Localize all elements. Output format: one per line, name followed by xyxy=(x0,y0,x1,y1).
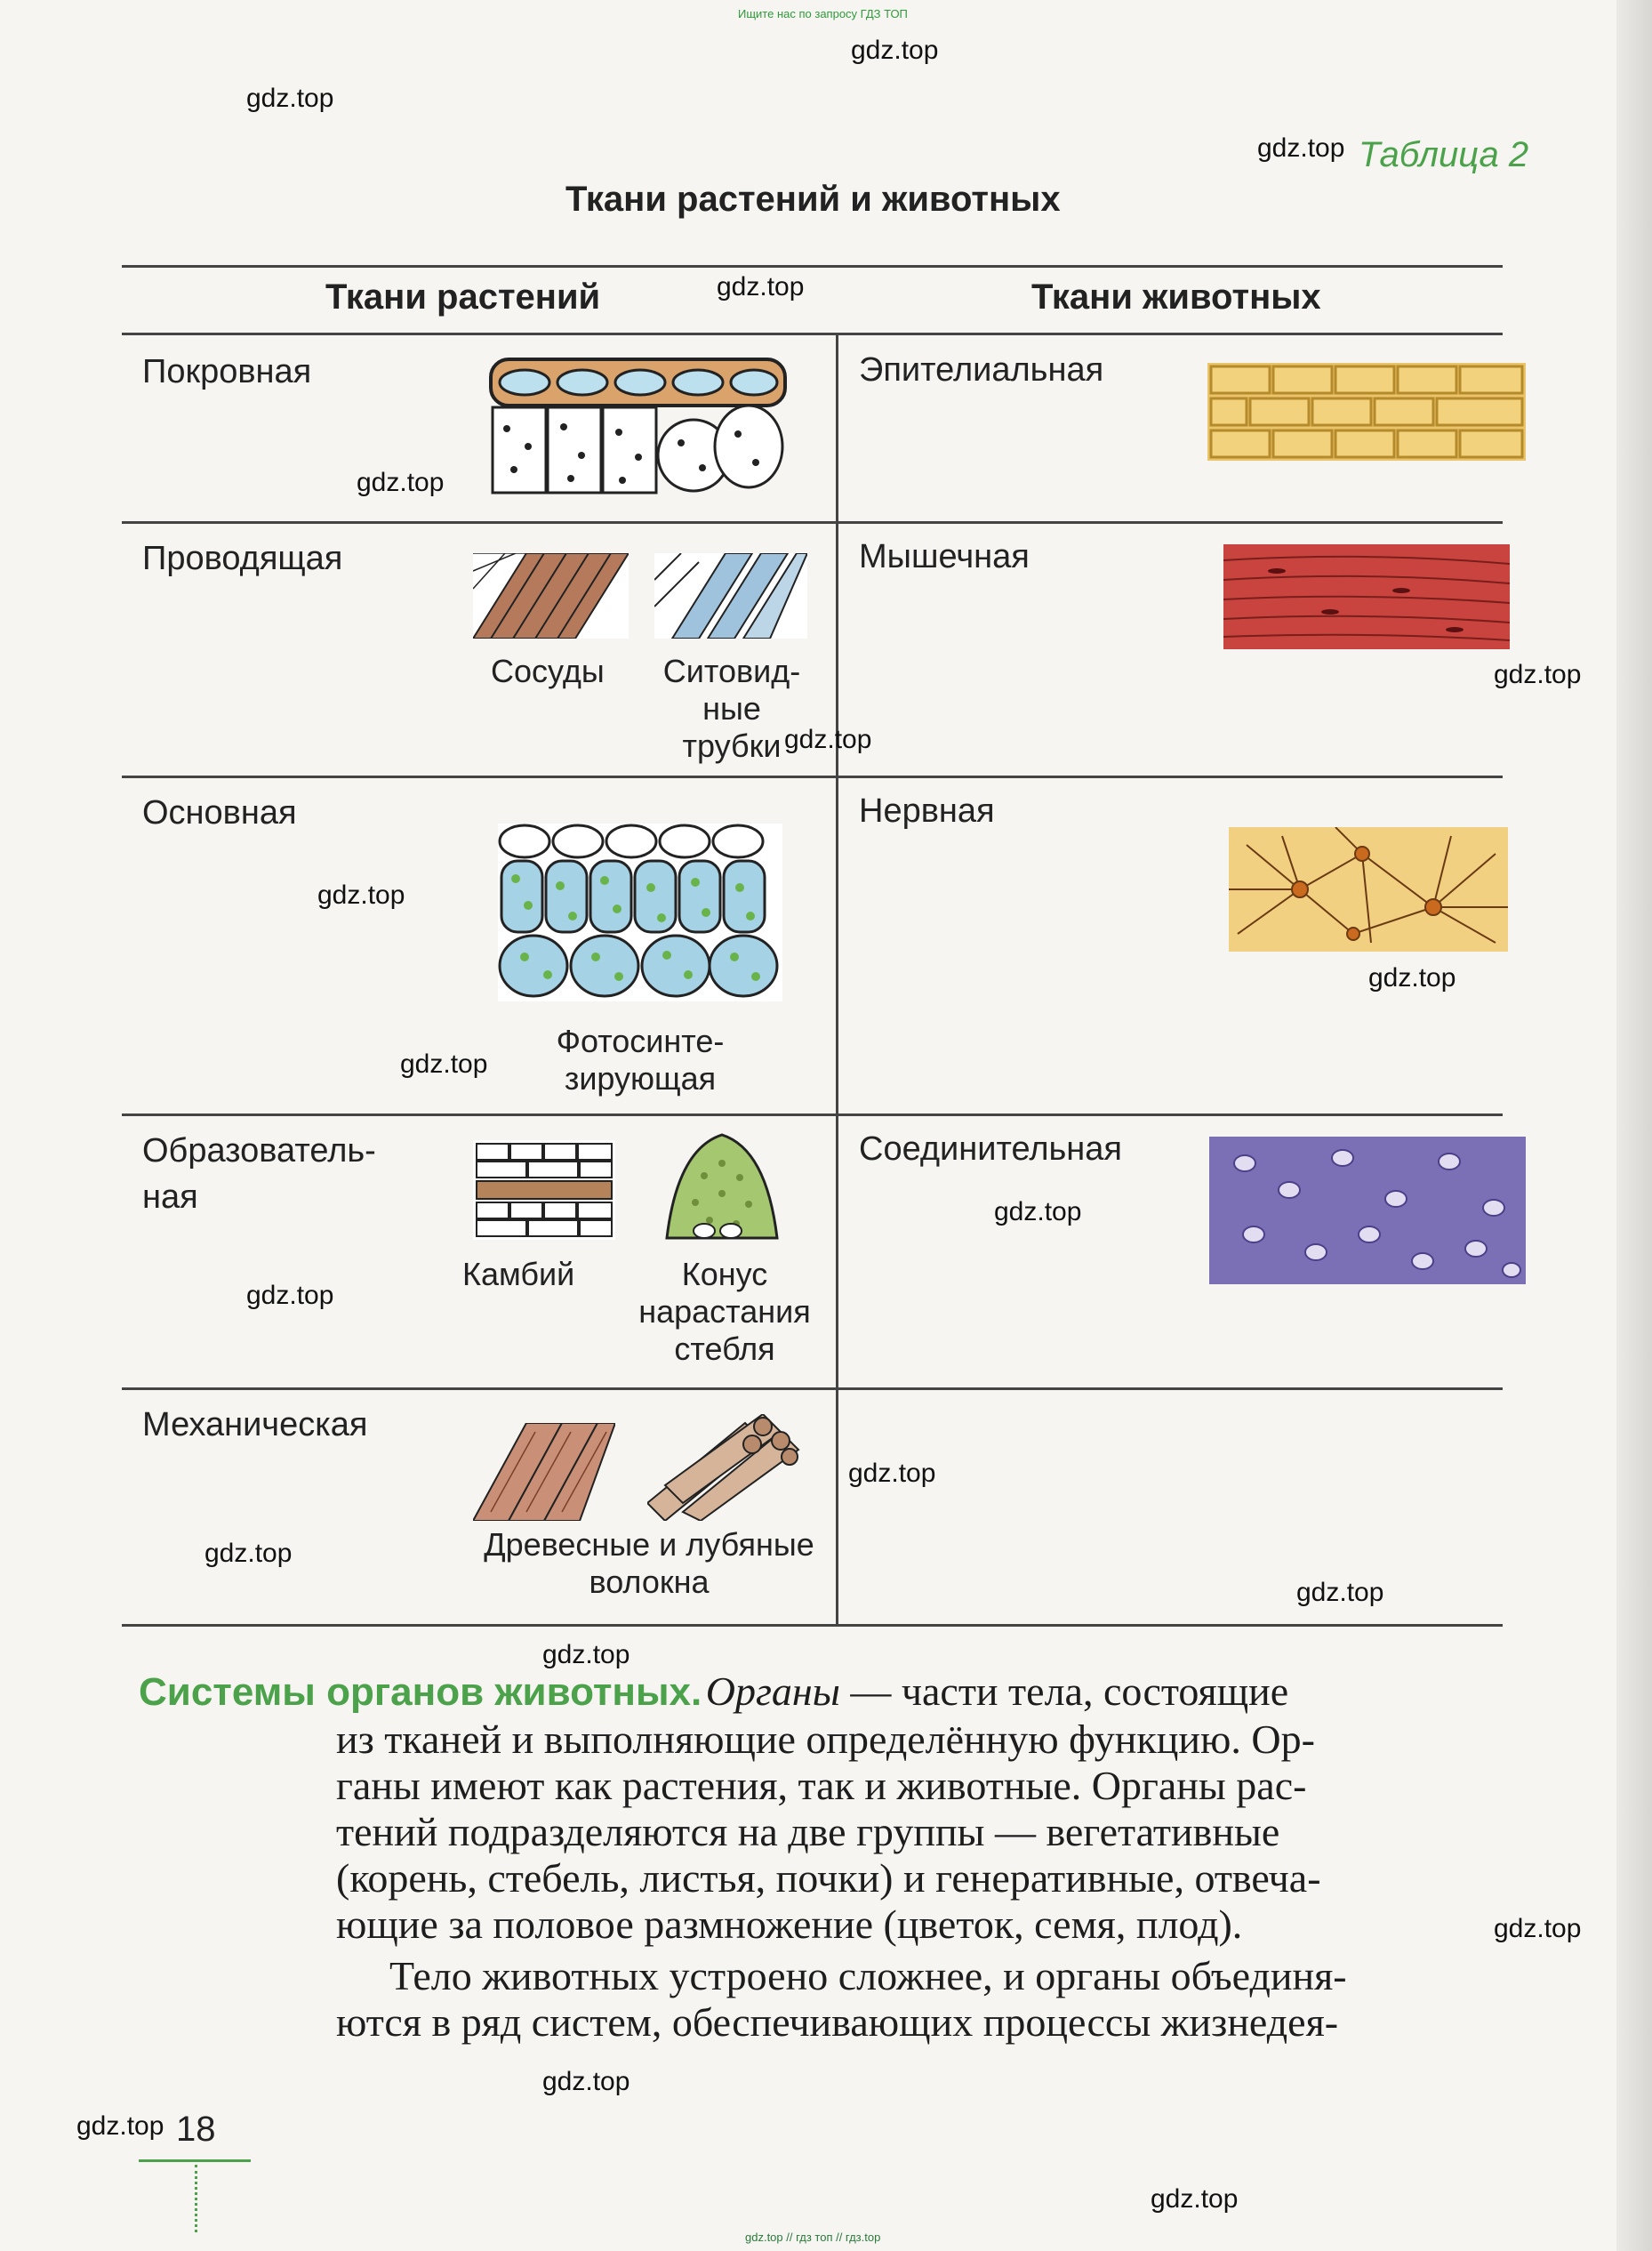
watermark: gdz.top xyxy=(1296,1578,1384,1607)
wood-fibers-illustration xyxy=(473,1423,615,1521)
table-column-divider xyxy=(836,333,838,1627)
cambium-illustration xyxy=(473,1140,615,1240)
sieve-tubes-illustration xyxy=(654,553,807,639)
watermark: gdz.top xyxy=(204,1539,293,1568)
page-number: 18 xyxy=(176,2110,216,2149)
watermark: gdz.top xyxy=(1368,963,1456,993)
table-header-rule xyxy=(122,333,1503,335)
vessels-illustration xyxy=(473,553,629,639)
body-line-1: — части тела, состоящие xyxy=(839,1668,1289,1714)
plant-caption: Древесные и лубяные волокна xyxy=(484,1526,814,1600)
animal-tissue-label: Мышечная xyxy=(859,538,1030,575)
watermark: gdz.top xyxy=(357,468,445,497)
muscle-tissue-illustration xyxy=(1223,544,1510,649)
growth-cone-illustration xyxy=(660,1131,784,1242)
plant-caption: Фотосинте- зирующая xyxy=(556,1023,725,1097)
table-title: Ткани растений и животных xyxy=(565,180,1061,219)
body-line: ющие за половое размножение (цветок, семя, плод). xyxy=(336,1901,1243,1947)
row-rule xyxy=(122,1113,1503,1116)
plant-caption: Сосуды xyxy=(491,653,605,689)
body-line: (корень, стебель, листья, почки) и генеративные, отвеча- xyxy=(336,1855,1321,1901)
body-line xyxy=(139,1668,1288,1715)
watermark: gdz.top xyxy=(784,725,872,754)
watermark: gdz.top xyxy=(717,272,805,301)
watermark: gdz.top xyxy=(851,36,939,65)
watermark: gdz.top xyxy=(246,1281,334,1310)
row-rule xyxy=(122,1387,1503,1390)
watermark: gdz.top xyxy=(317,880,405,910)
body-line: Тело животных устроено сложнее, и органы объединя- xyxy=(389,1953,1347,1998)
integumentary-tissue-illustration xyxy=(489,358,787,498)
table-label: Таблица 2 xyxy=(1359,135,1529,174)
watermark: gdz.top xyxy=(246,84,334,113)
watermark: gdz.top xyxy=(848,1459,936,1488)
watermark: gdz.top xyxy=(1151,2184,1239,2214)
epithelial-tissue-illustration xyxy=(1207,363,1526,461)
plant-tissue-label: Проводящая xyxy=(142,540,343,577)
footer-note: gdz.top // гдз топ // гдз.top xyxy=(745,2231,881,2244)
watermark: gdz.top xyxy=(76,2111,164,2141)
photosynthetic-tissue-illustration xyxy=(498,824,782,1001)
page-number-underline xyxy=(139,2159,251,2162)
connective-tissue-illustration xyxy=(1209,1137,1526,1284)
plant-tissue-label: Механическая xyxy=(142,1406,368,1443)
watermark: gdz.top xyxy=(1494,1914,1582,1943)
section-title: Системы органов животных. xyxy=(139,1670,702,1714)
animal-tissue-label: Нервная xyxy=(859,792,995,830)
nervous-tissue-illustration xyxy=(1229,827,1508,952)
plant-caption: Ситовид- ные трубки xyxy=(662,653,801,764)
row-rule xyxy=(122,776,1503,778)
watermark: gdz.top xyxy=(542,1640,630,1669)
row-rule xyxy=(122,521,1503,524)
column-header-animals: Ткани животных xyxy=(1031,277,1321,317)
body-line: из тканей и выполняющие определённую функцию. Ор- xyxy=(336,1716,1315,1762)
body-line: ются в ряд систем, обеспечивающих процессы жизнедея- xyxy=(336,1999,1339,2045)
animal-tissue-label: Соединительная xyxy=(859,1130,1123,1168)
page-number-dots xyxy=(195,2165,197,2232)
plant-caption: Камбий xyxy=(462,1256,575,1292)
watermark: gdz.top xyxy=(1494,660,1582,689)
bast-fibers-illustration xyxy=(647,1414,804,1521)
body-line: тений подразделяются на две группы — вегетативные xyxy=(336,1809,1280,1854)
plant-tissue-label: Образователь- ная xyxy=(142,1132,376,1216)
page-edge-shadow xyxy=(1616,0,1652,2251)
plant-caption: Конус нарастания стебля xyxy=(638,1256,811,1367)
watermark: gdz.top xyxy=(1257,133,1345,163)
plant-tissue-label: Основная xyxy=(142,794,297,832)
table-top-rule xyxy=(122,265,1503,268)
column-header-plants: Ткани растений xyxy=(325,277,601,317)
watermark: gdz.top xyxy=(400,1049,488,1079)
table-bottom-rule xyxy=(122,1624,1503,1627)
animal-tissue-label: Эпителиальная xyxy=(859,351,1104,389)
term-organs: Органы xyxy=(705,1668,840,1714)
watermark: gdz.top xyxy=(542,2067,630,2096)
plant-tissue-label: Покровная xyxy=(142,353,312,390)
body-line: ганы имеют как растения, так и животные. Органы рас- xyxy=(336,1763,1307,1808)
top-note: Ищите нас по запросу ГДЗ ТОП xyxy=(738,7,908,20)
watermark: gdz.top xyxy=(994,1197,1082,1226)
